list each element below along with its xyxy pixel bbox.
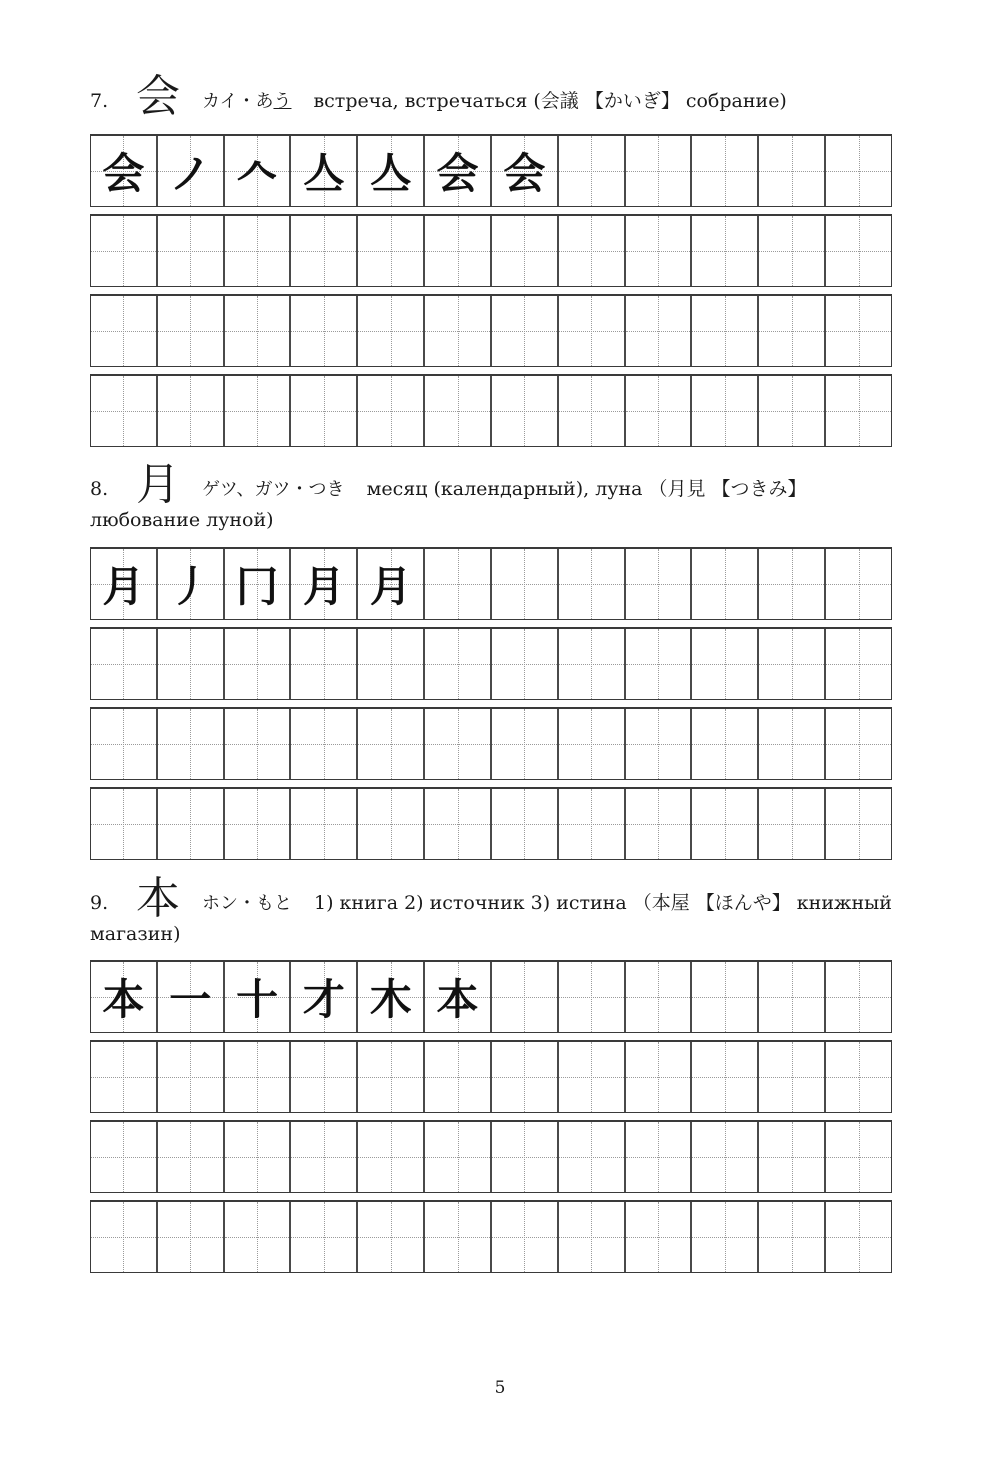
practice-cell[interactable] [626,296,693,366]
practice-cell[interactable] [91,789,158,859]
practice-cell[interactable] [759,789,826,859]
practice-cell[interactable] [158,1122,225,1192]
practice-cell[interactable] [626,216,693,286]
practice-cell[interactable] [91,136,158,206]
practice-cell[interactable] [826,629,891,699]
practice-cell[interactable] [91,549,158,619]
stroke-order-glyph: 月 [102,562,145,611]
practice-cell[interactable] [358,549,425,619]
page-number: 5 [494,1378,506,1398]
stroke-order-glyph: 会 [436,149,479,198]
stroke-order-glyph: 本 [102,975,145,1024]
kanji-section-7 [90,71,892,122]
section-number: 8. [90,478,109,500]
kanji-character: 会 [136,71,180,122]
reading-text: カイ・あ [202,91,274,112]
practice-cell[interactable] [692,216,759,286]
practice-cell[interactable] [425,136,492,206]
practice-cell[interactable] [559,962,626,1032]
practice-cell[interactable] [692,376,759,446]
kanji-section-9 [90,873,892,949]
kanji-section-8 [90,459,892,535]
practice-cell[interactable] [826,216,891,286]
practice-cell[interactable] [759,376,826,446]
practice-cell[interactable] [826,376,891,446]
practice-cell[interactable] [358,709,425,779]
practice-cell[interactable] [425,216,492,286]
section-header [90,71,892,122]
practice-cell[interactable] [425,629,492,699]
practice-cell[interactable] [826,789,891,859]
practice-row [90,547,892,620]
practice-cell[interactable] [358,789,425,859]
section-number: 9. [90,892,109,914]
stroke-order-glyph: 会 [503,149,546,198]
practice-cell[interactable] [358,629,425,699]
practice-cell[interactable] [225,962,292,1032]
practice-cell[interactable] [225,1122,292,1192]
practice-cell[interactable] [626,1042,693,1112]
practice-cell[interactable] [759,549,826,619]
kanji-reading [202,91,291,112]
practice-cell[interactable] [291,296,358,366]
practice-cell[interactable] [826,136,891,206]
practice-cell[interactable] [492,1202,559,1272]
practice-cell[interactable] [425,1042,492,1112]
stroke-order-glyph: ノ [169,149,212,198]
practice-cell[interactable] [826,1042,891,1112]
practice-cell[interactable] [759,629,826,699]
practice-cell[interactable] [291,1122,358,1192]
practice-cell[interactable] [559,549,626,619]
practice-cell[interactable] [826,709,891,779]
practice-cell[interactable] [291,962,358,1032]
practice-cell[interactable] [492,296,559,366]
practice-cell[interactable] [826,962,891,1032]
section-number: 7. [90,90,109,112]
practice-cell[interactable] [358,376,425,446]
kanji-character: 本 [136,873,180,924]
kanji-character: 月 [136,459,180,510]
practice-cell[interactable] [291,376,358,446]
reading-text: ゲツ、ガツ・つき [202,479,345,500]
practice-row [90,707,892,780]
practice-row [90,1200,892,1273]
practice-cell[interactable] [492,709,559,779]
practice-cell[interactable] [692,1122,759,1192]
practice-cell[interactable] [626,962,693,1032]
practice-cell[interactable] [559,1042,626,1112]
practice-cell[interactable] [225,629,292,699]
stroke-order-glyph: 𠆢 [236,149,279,198]
practice-cell[interactable] [158,789,225,859]
practice-cell[interactable] [158,962,225,1032]
practice-cell[interactable] [759,1202,826,1272]
practice-cell[interactable] [692,1042,759,1112]
practice-cell[interactable] [425,1122,492,1192]
practice-cell[interactable] [158,549,225,619]
practice-cell[interactable] [692,789,759,859]
practice-cell[interactable] [559,136,626,206]
practice-cell[interactable] [692,709,759,779]
practice-cell[interactable] [91,709,158,779]
practice-row [90,294,892,367]
practice-cell[interactable] [626,629,693,699]
practice-cell[interactable] [559,1202,626,1272]
section-header [90,459,892,535]
practice-cell[interactable] [692,1202,759,1272]
kanji-reading [202,479,345,500]
practice-cell[interactable] [158,1202,225,1272]
reading-text: ホン・もと [202,893,292,914]
practice-cell[interactable] [158,136,225,206]
practice-cell[interactable] [692,296,759,366]
practice-cell[interactable] [225,296,292,366]
practice-cell[interactable] [826,1202,891,1272]
practice-cell[interactable] [559,709,626,779]
practice-cell[interactable] [759,1122,826,1192]
practice-cell[interactable] [225,216,292,286]
practice-cell[interactable] [692,962,759,1032]
stroke-order-glyph: 木 [369,975,412,1024]
practice-cell[interactable] [492,549,559,619]
practice-cell[interactable] [225,1202,292,1272]
practice-cell[interactable] [291,216,358,286]
practice-cell[interactable] [425,296,492,366]
practice-row [90,960,892,1033]
practice-cell[interactable] [425,709,492,779]
practice-cell[interactable] [358,1202,425,1272]
practice-cell[interactable] [425,1202,492,1272]
practice-cell[interactable] [225,549,292,619]
practice-cell[interactable] [492,789,559,859]
stroke-order-glyph: 亼 [302,149,345,198]
kanji-reading [202,893,292,914]
practice-row [90,214,892,287]
practice-cell[interactable] [626,549,693,619]
kanji-meaning: месяц (календарный), луна （月見 【つきみ】 любование луной) [90,478,807,531]
practice-cell[interactable] [358,1042,425,1112]
practice-row [90,1120,892,1193]
practice-cell[interactable] [425,789,492,859]
practice-row [90,627,892,700]
stroke-order-glyph: 月 [302,562,345,611]
stroke-order-glyph: 本 [436,975,479,1024]
practice-cell[interactable] [492,1042,559,1112]
practice-cell[interactable] [291,549,358,619]
practice-cell[interactable] [692,549,759,619]
practice-cell[interactable] [225,1042,292,1112]
practice-cell[interactable] [759,709,826,779]
practice-row [90,787,892,860]
practice-cell[interactable] [492,216,559,286]
practice-cell[interactable] [225,376,292,446]
reading-okurigana: う [273,91,292,112]
practice-cell[interactable] [158,296,225,366]
practice-cell[interactable] [291,629,358,699]
practice-cell[interactable] [425,549,492,619]
practice-cell[interactable] [759,296,826,366]
practice-cell[interactable] [826,296,891,366]
practice-cell[interactable] [425,376,492,446]
practice-cell[interactable] [759,962,826,1032]
practice-cell[interactable] [626,376,693,446]
practice-cell[interactable] [158,216,225,286]
practice-cell[interactable] [559,1122,626,1192]
practice-row [90,134,892,207]
stroke-order-glyph: 十 [236,975,279,1024]
practice-cell[interactable] [91,1122,158,1192]
practice-cell[interactable] [158,629,225,699]
stroke-order-glyph: 才 [302,975,345,1024]
practice-cell[interactable] [91,1202,158,1272]
practice-cell[interactable] [492,962,559,1032]
practice-cell[interactable] [158,1042,225,1112]
practice-cell[interactable] [358,216,425,286]
practice-cell[interactable] [559,296,626,366]
practice-cell[interactable] [626,789,693,859]
kanji-meaning: 1) книга 2) источник 3) истина （本屋 【ほんや】 книжный магазин) [90,892,892,945]
practice-cell[interactable] [492,1122,559,1192]
practice-cell[interactable] [826,1122,891,1192]
practice-cell[interactable] [91,629,158,699]
stroke-order-glyph: 亼 [369,149,412,198]
practice-cell[interactable] [358,962,425,1032]
practice-cell[interactable] [425,962,492,1032]
practice-cell[interactable] [826,549,891,619]
practice-cell[interactable] [91,376,158,446]
practice-cell[interactable] [626,709,693,779]
practice-cell[interactable] [559,216,626,286]
practice-cell[interactable] [225,709,292,779]
stroke-order-glyph: 丿 [169,562,212,611]
practice-cell[interactable] [358,296,425,366]
practice-cell[interactable] [291,1202,358,1272]
practice-cell[interactable] [225,136,292,206]
practice-cell[interactable] [492,376,559,446]
practice-cell[interactable] [91,1042,158,1112]
practice-cell[interactable] [291,789,358,859]
stroke-order-glyph: 会 [102,149,145,198]
practice-cell[interactable] [291,1042,358,1112]
practice-cell[interactable] [692,629,759,699]
stroke-order-glyph: 冂 [236,562,279,611]
kanji-meaning: встреча, встречаться (会議 【かいぎ】 собрание) [313,90,787,112]
practice-cell[interactable] [559,789,626,859]
stroke-order-glyph: 月 [369,562,412,611]
practice-cell[interactable] [158,376,225,446]
practice-cell[interactable] [91,962,158,1032]
practice-cell[interactable] [559,629,626,699]
practice-cell[interactable] [626,1202,693,1272]
practice-cell[interactable] [759,136,826,206]
practice-cell[interactable] [291,136,358,206]
stroke-order-glyph: 一 [169,975,212,1024]
practice-cell[interactable] [225,789,292,859]
practice-cell[interactable] [492,136,559,206]
practice-cell[interactable] [358,1122,425,1192]
practice-cell[interactable] [91,296,158,366]
practice-cell[interactable] [626,136,693,206]
practice-row [90,1040,892,1113]
practice-cell[interactable] [91,216,158,286]
practice-cell[interactable] [559,376,626,446]
practice-cell[interactable] [358,136,425,206]
practice-row [90,374,892,447]
practice-cell[interactable] [626,1122,693,1192]
practice-cell[interactable] [158,709,225,779]
practice-cell[interactable] [492,629,559,699]
section-header [90,873,892,949]
practice-cell[interactable] [759,216,826,286]
practice-cell[interactable] [291,709,358,779]
practice-cell[interactable] [692,136,759,206]
practice-cell[interactable] [759,1042,826,1112]
